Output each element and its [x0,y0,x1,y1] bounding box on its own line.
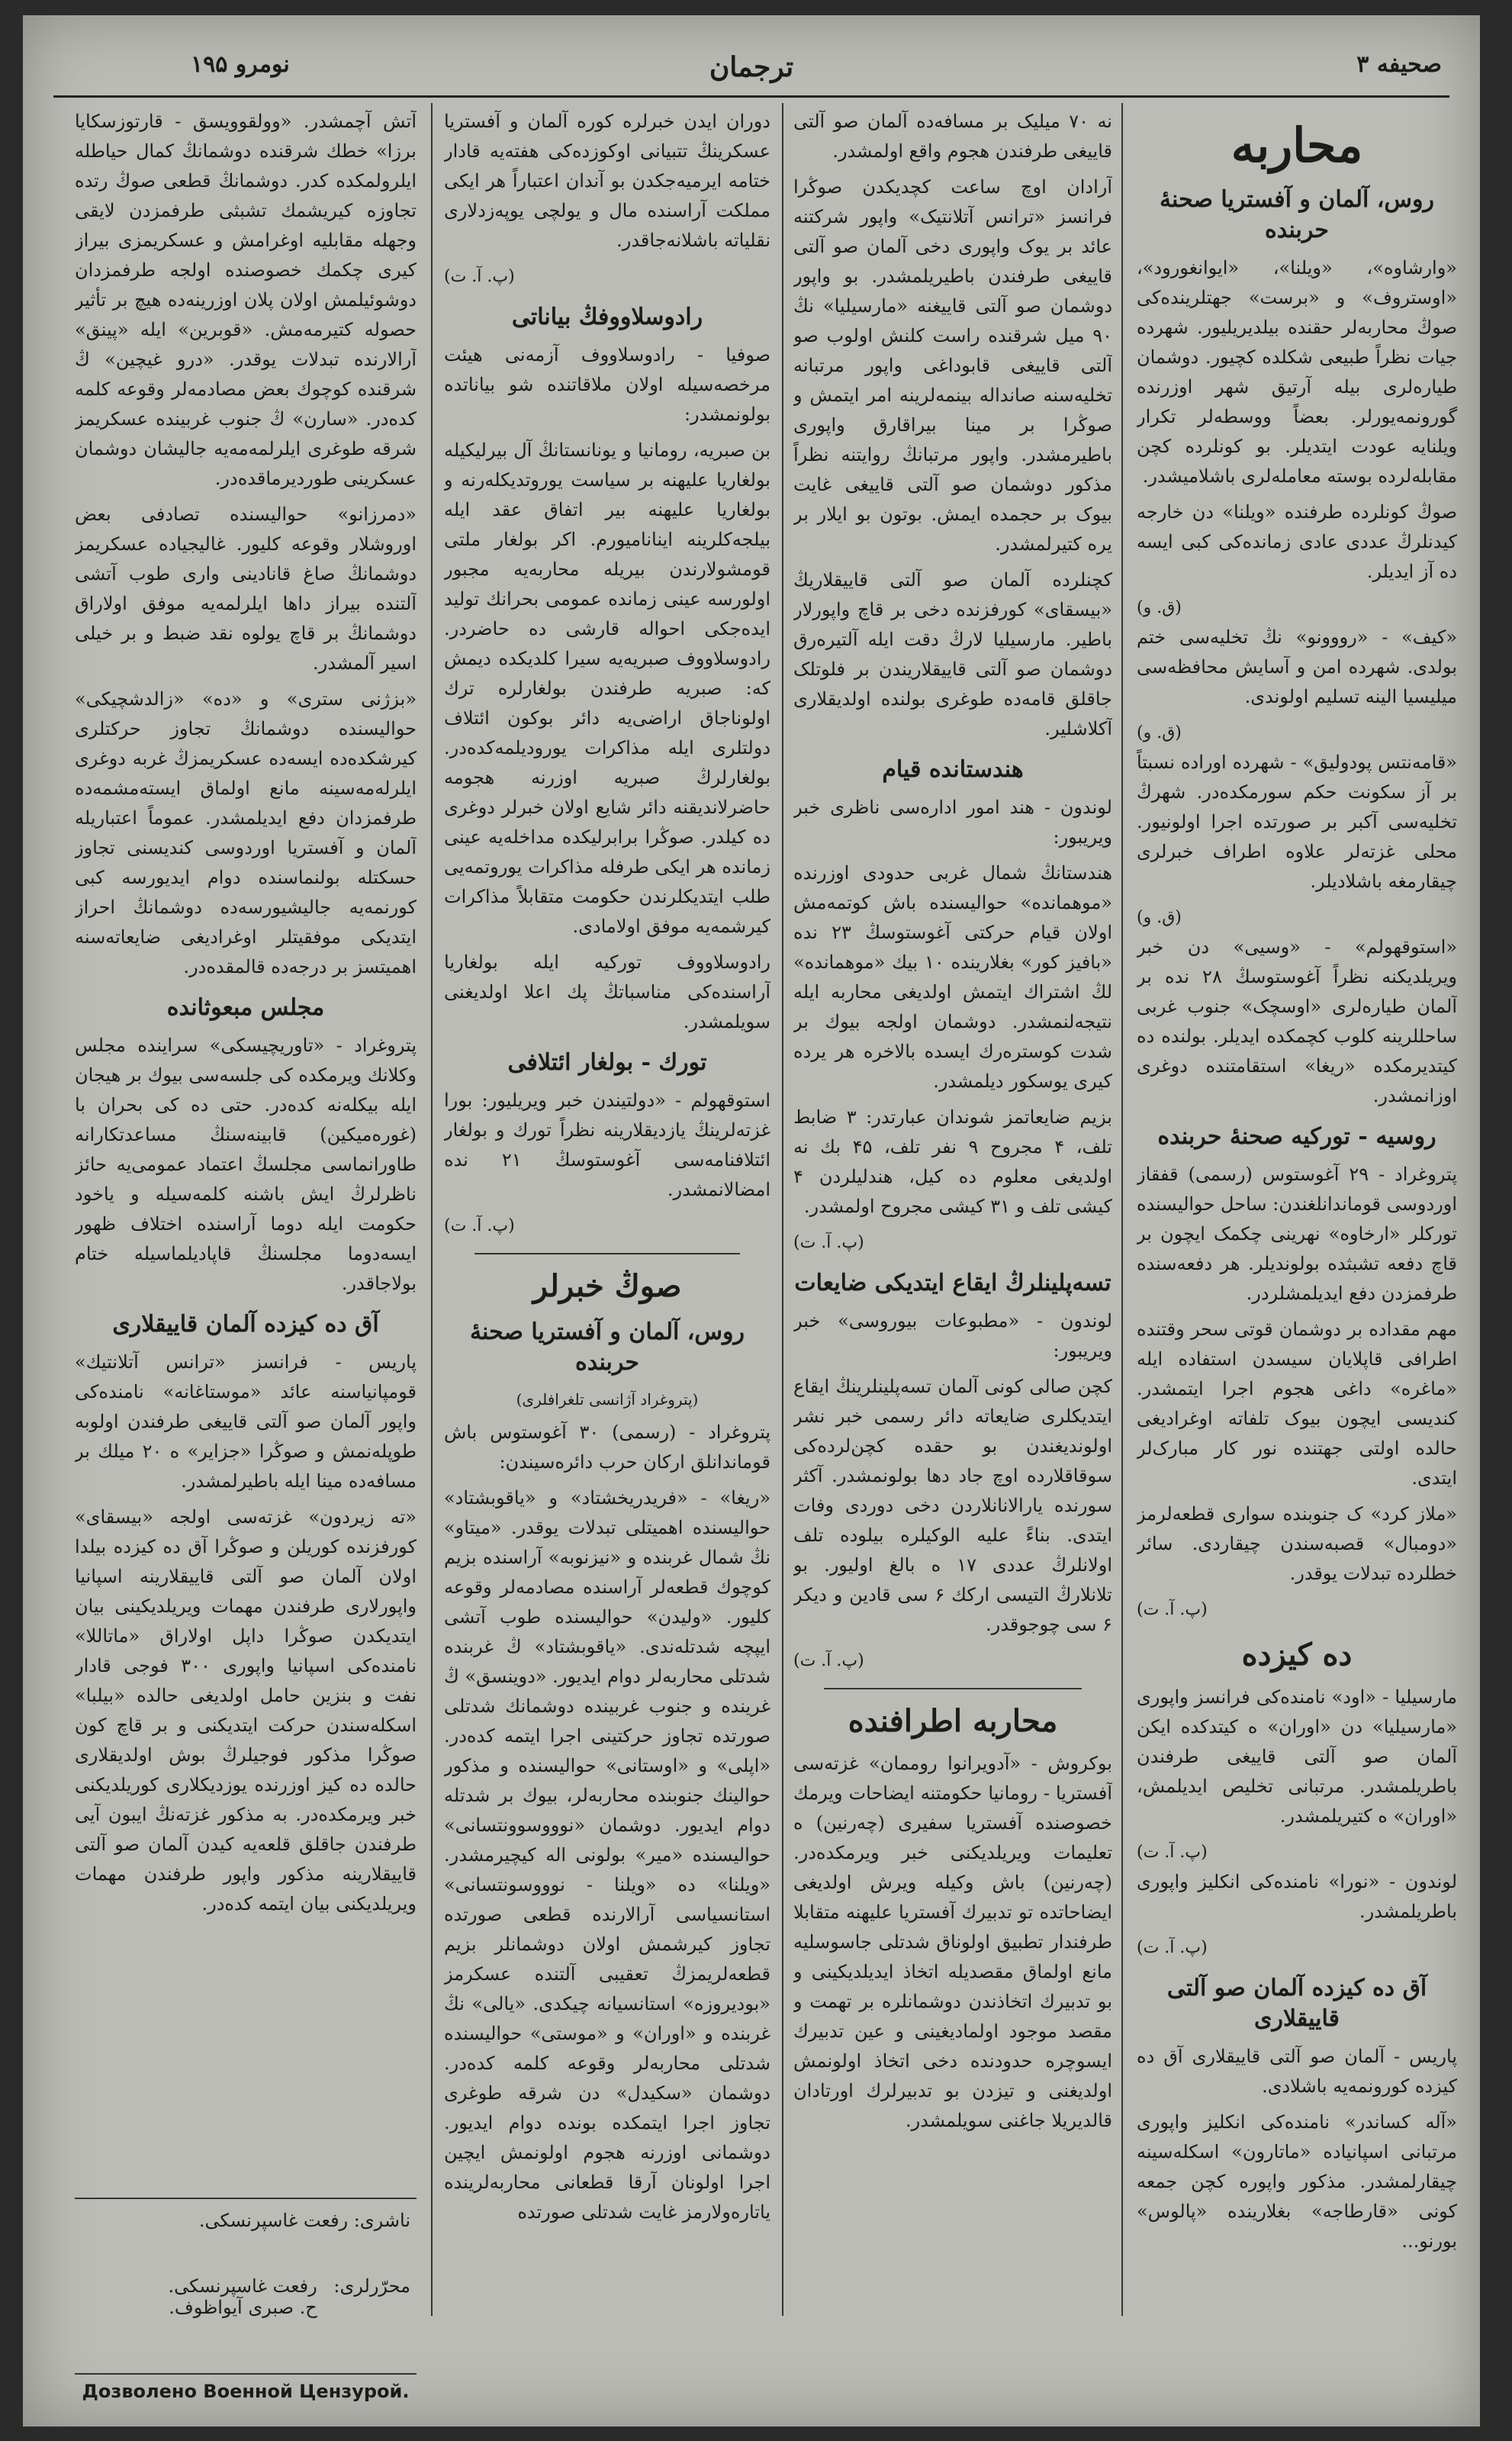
article-subheading: (پتروغراد آژانسی تلغرافلری) [516,1390,699,1409]
source-signature: (ق. و) [1137,723,1182,742]
article-heading: محاربه اطرافنده [848,1703,1058,1739]
page-number: صحیفه ۳ [1356,51,1442,78]
article-paragraph: «دمرزانو» حوالیسنده تصادفی بعض اوروشلار وقوعه کلیور. غالیجیاده عسکریمز دوشمانڭ صاغ قانادینی واری طوب آتشی آلتنده بیراز داها ایلرلمه‌یه موفق اولاراق دوشمانڭ بر قاچ یولوه نقد ضبط و بر خیلی اسیر آلمشدر. [75,504,417,674]
source-signature: (پ. آ. ت) [1137,1843,1208,1862]
article-paragraph: دوران ایدن خبرلره کوره آلمان و آفستریا عسکرینڭ تتبیانی اوکوزده‌کی هفته‌یه قادار ختامه ایرمیه‌جکدن بو آندان اعتباراً هر ایکی مملکت آراسنده مال و یولچی یوپه‌زدلاری نقلیاته باشلانه‌جاقدر. [444,111,770,251]
source-signature: (پ. آ. ت) [1137,1938,1208,1957]
article-paragraph: «ملاز کرد» ک جنوبنده سواری قطعه‌لرمز «دومبال» قصبه‌سندن چیقاردی. سائر خطلرده تبدلات یوقدر. [1137,1503,1457,1584]
article-paragraph: استوقهولم - «دولتیندن خبر ویریلیور: بورا غزته‌لرینڭ یازدیقلارینه نظراً تورك و بولغار ائتلافنامه‌سی آغوستوسڭ ۲۱ نده امضالانمشدر. [444,1090,770,1200]
editors-row [168,2275,410,2318]
article-heading: روسیه - تورکیه صحنهٔ حربنده [1157,1123,1436,1150]
source-signature: (پ. آ. ت) [444,267,515,286]
publisher-name: رفعت غاسپرنسکی. [198,2210,349,2231]
article-paragraph: «کیف» - «رووونو» نڭ تخلیه‌سی ختم بولدی. شهرده امن و آسایش محافظه‌سی میلیسیا الینه تسلیم اولوندی. [1137,626,1457,707]
article-paragraph: هندستانڭ شمال غربی حدودی اوزرنده «موهمانده» حوالیسنده باش کوتمه‌مش اولان قیام حرکتی آغوستوسڭ ۲۳ نده «بافیز کور» بغلارینده ۱۰ بیك «موهمانده» لڭ اشتراك ایتمش اولدیغی محاربه ایله نتیجه‌لنمشدر. دوشمان اولجه بیوك بر شدت کوستره‌رك ایسده بالاخره هر یرده کیری یوسکور دیلمشدر. [793,862,1112,1092]
newspaper-page [23,15,1480,2427]
article-paragraph: «وارشاوه»، «ویلنا»، «ایوانغورود»، «اوستروف» و «برست» جهتلرینده‌کی صوڭ محاربه‌لر حقنده بیلدیریلیور. شهرده جیات نظراً طبیعی شکلده کچیور. دوشمان طیاره‌لری بیله آرتیق شهر اوزرنده گورونمه‌یورلر. بعضاً ووسطه‌لر تکرار ویلنایه عودت ایتدیلر. بو کونلرده کچن مقابله‌لرده بوسته معامله‌لری باشلامیشدر. [1137,257,1457,487]
source-signature: (ق. و) [1137,598,1182,617]
section-divider [475,1253,740,1254]
article-paragraph: «ریغا» - «فریدریخشتاد» و «یاقوبشتاد» حوالیسنده اهمیتلی تبدلات یوقدر. «میتاو» نڭ شمال غربنده و «نیزنوبه» آراسنده بزیم کوچوك قطعه‌لر آراسنده مصادمه‌لر وقوعه کلیور. «ولیدن» حوالیسنده طوب آتشی ایپچه شدتله‌ندی. «یاقوبشتاد» ڭ غربنده شدتلی محاربه‌لر دوام ایدیور. «دوینسق» ڭ غرینده و جنوب غربینده دوشمانك شدتلی صورتده تجاوز حرکتینی اجرا ایتمه کده‌در. «اپلی» و «اوستانی» حوالیسنده و مذکور حوالینك جنوبنده محاربه‌لر، بیوك بر شدتله دوام ایدیور. دوشمان «نوووسوونتسانی» حوالیسنده «میر» بولونی اله کیچیرمشدر. «ویلنا» ده «ویلنا - نوووسونتسانی» استانسیاسی آرالارنده قطعی صورتده تجاوز کیرشمش اولان دوشمانلر بزیم قطعه‌لریمزڭ تعقیبی آلتنده عسکرمز «بودیروزه» استانسیانه چیکدی. «یالی» نڭ غربنده و «اوران» و «موستی» حوالیسنده شدتلی محاربه‌لر وقوعه کلمه کده‌در. دوشمان «سکیدل» دن شرقه طوغری تجاوز اجرا ایتمکده بونده دوام ایدیور. دوشمانی اوزرنه هجوم اولونمش ایچین اجرا اولونان آرقا قطعانی محاربه‌لرینده یاتاره‌ولارمز غایت شدتلی صورتده [444,1487,770,2223]
column-divider [1121,103,1123,2316]
article-heading: روس، آلمان و آفستریا صحنهٔ حربنده [469,1319,745,1376]
source-signature: (پ. آ. ت) [1137,1600,1208,1619]
column-4 [75,107,417,2182]
publisher-label: ناشری: [353,2210,410,2231]
article-paragraph: آرادان اوچ ساعت کچدیکدن صوڭرا فرانسز «ترانس آتلانتیک» واپور شرکتنه عائد بر یوک واپوری دخی آلمان صو آلتی قاییغی طرفندن باطیریلمشدر. بو واپور دوشمان صو آلتی قاییغنه «مارسیلیا» نڭ ۹۰ میل شرقنده راست کلنش اولوب صو آلتی قاییغی قابوداغی واپور مرتبانه تخلیه‌سنه صانداله بینمه‌لرینه امر ایتمش و صوڭرا بر مینا بیراقارق واپوری باطیرمشدر. واپور مرتبانڭ روایتنه نظراً مذکور دوشمان صو آلتی قاییغی غایت بیوک بر حجمده ایمش. بوتون بو ایلار بر یره کتیرلمشدر. [793,176,1112,555]
column-divider [431,103,433,2316]
article-paragraph: «بزژنی ستری» و «ده» «زالدشچیکی» حوالیسنده دوشمانڭ تجاوز حرکتلری کیرشکده‌ده ایسه‌ده عسکریمزڭ غربه دوغری ایلرله‌مه‌سینه مانع اولماق ایسته‌مشمه‌ده طرفمزدان دفع ایدیلمشدر. عموماً اعتباریله آلمان و آفستریا اوردوسی کندیسنی تجاوز حسکتله بولنماسنده دوام ایدیورسه کبی کورنمه‌یه جالیشیورسه‌ده دوشمانڭ احراز ایتدیکی موفقیتلر اوغرادیغی ضایعاته‌سنه اهمیتسز بر درجه‌ده قالمقده‌در. [75,688,417,977]
article-paragraph: بن صبریه، رومانیا و یونانستانڭ آل بیرلیکیله بولغاریا علیهنه بر سیاست یوروتدیکله‌رنه و بولغاریا علیهنه بیر اتفاق عقد ایله بیلجه‌کلرینه اینانامیورم. اکر بولغار ملتی قومشولارندن بیریله محاربه‌یه مجبور اولورسه عینی زمانده عمومی بحرانك تولید ایده‌جکی احواله قارشی ده حاضردر. رادوسلاووف صبریه‌یه سیرا کلدیکده دیمش که: صبریه طرفندن بولغارلره ترك اولوناجاق اراضی‌یه دائر بوکون ائتلاف دولتلری ایله مذاکرات یورودیلمه‌کده‌در. بولغارلرڭ صبریه اوزرنه هجومه حاضرلاندیقنه دائر شایع اولان خبرلر دوغری ده کیلدر. صوڭرا برابرلیکده مداخله‌یه عینی زمانده هر ایکی طرفله مذاکرات یوروتمه‌یی طلب ایتدیکلرندن حکومت متقابلاً مذاکرات کیرشمه‌یه موفق اولامادی. [444,440,770,937]
section-heading-war: محاربه [1231,118,1363,173]
column-divider [782,103,783,2316]
article-paragraph: بزیم ضایعاتمز شوندان عبارتدر: ۳ ضابط تلف، ۴ مجروح ۹ نفر تلف، ۴۵ بك نه اولدیغی معلوم ده کیل، هندلیلردن ۴ کیشی تلف و ۳۱ کیشی مجروح اولمشدر. [793,1106,1112,1217]
article-paragraph: پاریس - آلمان صو آلتی قاییقلاری آق ده کیزده کورونمه‌یه باشلادی. [1137,2046,1457,2097]
article-paragraph: کچن صالی کونی آلمان تسه‌پلینلرینڭ ایقاع ایتدیکلری ضایعاته دائر رسمی خبر نشر اولوندیغندن بو حقده کچن‌لرده‌کی سوقاقلارده اوچ جاد دها بولونمشدر. آکثر سورنده یارالانانلاردن دخی دوردی وفات ایتدی. بناءً علیه الوکیلره بیلوده تلف اولانلرڭ عددی ۱۷ ه بالغ اولیور. بو تلانلارڭ التیسی ارکك ۶ سی قادین و دیکر ۶ سی چوجوقدر. [793,1376,1112,1635]
article-heading: تسه‌پلینلرڭ ایقاع ایتدیکی ضایعات [794,1270,1111,1296]
article-paragraph: نه ۷۰ میلیک بر مسافه‌ده آلمان صو آلتی قاییغی طرفندن هجوم واقع اولمشدر. [793,111,1112,162]
article-paragraph: بوکروش - «آدویرانوا روممان» غزته‌سی آفستریا - رومانیا حکومتنه ایضاحات ویرمك خصوصنده آفستریا سفیری (چه‌رنین) ه تعلیمات ویریلدیکنی خبر ویرمکده‌در. (چه‌رنین) باش وکیله ویرش اولدیغی ایضاحاتده تو تدبیرك آفستریا علیهنه متقابلا طرفندار تطبیق اولوناق شدتلی جاسوسلیه مانع اولماق مقصدیله اتخاذ ایدیلدیکینی و بو تدبیرك اتخاذندن دوشمانلره بر تهمت و مقصد موجود اولمادیغینی و عین تدبیرك ایسوچره حدودنده دخی اتخاذ اولونمش اولدیغنی و تیزدن بو تدبیرلرك اورتادان قالدیریلا جاغنی سویلمشدر. [793,1753,1112,2131]
source-signature: (پ. آ. ت) [444,1216,515,1235]
article-paragraph: لوندون - هند امور اداره‌سی ناظری خبر ویریبور: [793,797,1112,848]
staff-box [75,2198,417,2398]
column-1 [1137,107,1457,2304]
issue-number: نومرو ۱۹۵ [191,51,290,78]
source-signature: (ق. و) [1137,908,1182,927]
column-2 [793,107,1112,2304]
article-heading: رادوسلاووفڭ بیاناتی [511,304,703,330]
article-paragraph: «آله کساندر» نامنده‌کی انکلیز واپوری مرتبانی اسپانیاده «ماتارون» اسکله‌سینه چیقارلمشدر. مذکور واپوره کچن جمعه کونی «قارطاجه» بغلارینده «پالوس» بورنو... [1137,2111,1457,2252]
article-paragraph: پتروغراد - ۲۹ آغوستوس (رسمی) قفقاز اوردوسی قوماندانلغندن: ساحل حوالیسنده تورکلر «ارخاوه» نهرینی چکمک ایچون بر قاچ دفعه تشبثده بولوندیلر. هر دفعه‌سنده طرفمزدن دفع ایدیلمشلردر. [1137,1164,1457,1304]
article-paragraph: لوندون - «نورا» نامنده‌کی انکلیز واپوری باطریلمشدر. [1137,1871,1457,1922]
publisher-row [199,2210,410,2231]
article-paragraph: آتش آچمشدر. «وولقوویسق - قارتوزسکایا برزا» خطك شرقنده دوشمانڭ کمال حیاطله ایلرولمکده کدر. دوشمانڭ قطعی صوڭ رتده تجاوزه کیریشمك تشبثی طرفمزدن لایقی وجهله مقابلیه اوغرامش و عسکریمزی بیراز کیری چکمك خصوصنده اولجه طرفمزدان دوشوئیلمش اولان پلان اوزرینه‌ده هیچ بر تأثیر حصوله کتیرمه‌مش. «قوبرین» ایله «پینق» آرالارنده تبدلات یوقدر. «درو غیچین» ڭ شرقنده کوچوك بعض مصادمه‌لر وقوعه کلمه کده‌در. «سارن» ڭ جنوب غربینده عسکریمز شرقه طوغری ایلرلمه‌مه‌یه جالیشان دوشمان عسکرینی طوردیرماقده‌در. [75,111,417,489]
column-3 [444,107,770,2304]
article-paragraph: پاریس - فرانسز «ترانس آتلانتیك» قومپانیاسنه عائد «موستاغانه» نامنده‌کی واپور آلمان صو آلتی قاییغی طرفندن اولوبه طوپله‌نمش و صوڭرا «جزایر» ه ۲۰ میلك بر مسافه‌ده مینا ایله باطیرلمشدر. [75,1351,417,1492]
article-paragraph: «استوقهولم» - «وسیی» دن خبر ویریلدیکنه نظراً آغوستوسڭ ۲۸ نده بر آلمان طیاره‌لری «اوسچک» جنوب غربی ساحللرینه کلوب کچمکده ایدیلر. بولنده ده کیتدیرمکده «ریغا» استقامتنده دوغری اوزانمشدر. [1137,936,1457,1106]
editor-name: ح. صبری آیواظوف. [169,2297,317,2318]
article-heading: تورك - بولغار ائتلافی [507,1049,707,1076]
article-paragraph: «ته زیردون» غزته‌سی اولجه «بیسقای» کورفزنده کوریلن و صوڭرا آق ده کیزده بیلدا اولان آلمان صو آلتی قاییقلارینه اسپانیا واپورلاری طرفندن مهمات ویریلدیکینی بیان ایتدیکدن صوڭرا داپل اولاراق «ماتاللا» نامنده‌کی اسپانیا واپوری ۳۰۰ فوجی قادار نفت و بنزین حامل اولدیغی حالده «بیلبا» اسکله‌سندن حرکت ایتدیکنی و بر قاچ کون صوڭرا مذکور فوجیلرڭ بوش اولدیقلاری حالده ده کیز اوزرنده یوزدیکلاری کوریلدیکنی خبر ویرمکده‌در. به مذکور غزته‌نڭ ایبون آیی طرفندن جاقلق قلعه‌یه کیدن آلمان صو آلتی قاییقلارینه مذکور واپور طرفندن مهمات ویریلدیکنی بیان ایتمه کده‌در. [75,1506,417,1914]
article-paragraph: پتروغراد - (رسمی) ۳۰ آغوستوس باش قوماندانلق ارکان حرب دائره‌سیندن: [444,1422,770,1473]
article-paragraph: کچنلرده آلمان صو آلتی قاییقلاریڭ «بیسقای» کورفزنده دخی بر قاچ واپورلار باطیر. مارسیلیا لارڭ دقت ایله آلتیره‌رق دوشمان صو آلتی قاییقلاریندن بر فلوتلک جاقلق قامه‌ده طوغری بولنده اولدیقلاری آکلاشلیر. [793,569,1112,739]
section-heading-latest-news: صوڭ خبرلر [532,1268,682,1304]
article-paragraph: صوڭ کونلرده طرفنده «ویلنا» دن خارجه کیدنلرڭ عددی عادی زمانده‌کی کبی ایسه ده آز ایدیلر. [1137,501,1457,582]
article-heading: مجلس مبعوثانده [166,994,325,1021]
article-paragraph: «قامه‌نتس پودولیق» - شهرده اوراده نسبتاً بر آز سکونت حکم سورمکده‌در. شهرڭ تخلیه‌سی آکبر بر صورتده اجرا اولونیور. محلی غزته‌لر علاوه اطراف خبرلری چیقارمغه باشلادیلر. [1137,752,1457,892]
article-paragraph: لوندون - «مطبوعات بیوروسی» خبر ویریبور: [793,1310,1112,1361]
article-heading: هندستانده قیام [882,756,1024,783]
source-signature: (پ. آ. ت) [793,1233,864,1252]
masthead [53,42,1449,98]
article-paragraph: رادوسلاووف تورکیه ایله بولغاریا آراسنده‌کی مناسباتڭ پك اعلا اولدیغنی سویلمشدر. [444,952,770,1032]
article-paragraph: مارسیلیا - «اود» نامنده‌کی فرانسز واپوری «مارسیلیا» دن «اوران» ه کیتدکده ایکن آلمان صو آلتی قاییغی طرفندن باطریلمشدر. مرتبانی تخلیص ایدیلمش، «اوران» ه کتیریلمشدر. [1137,1686,1457,1827]
editor-name: رفعت غاسپرنسکی. [168,2275,317,2297]
article-heading: آق ده کیزده آلمان صو آلتی قاییقلاری [1166,1975,1427,2032]
article-paragraph: صوفیا - رادوسلاووف آزمه‌نی هیئت مرخصه‌سیله اولان ملاقاتنده شو بیاناتده بولونمشدر: [444,344,770,425]
editors-label: محرّرلری: [333,2275,410,2297]
article-paragraph: مهم مقداده بر دوشمان قوتی سحر وقتنده اطرافی قاپلایان سیسدن استفاده ایله «ماغره» داغی هجوم اجرا ایتمشدر. کندیسی ایچون بیوک تلفاته اوغرادیغی حالده اولتی جهتنده نور کار مبارک‌لر ایتدی. [1137,1319,1457,1489]
article-heading: آق ده کیزده آلمان قاییقلاری [112,1311,379,1338]
source-signature: (پ. آ. ت) [793,1651,864,1670]
censorship-note: Дозволено Военной Цензурой. [75,2373,417,2402]
article-paragraph: پتروغراد - «تاوریچیسکی» سراینده مجلس وکلانك ویرمکده کی جلسه‌سی بیوك بر هیجان ایله بیکله‌نه کده‌در. حتی ده کی بحران با (غوره‌میکین) قابینه‌سنڭ مساعدتکارانه طاورانماسی مجلسڭ اعتماد عمومی‌یه حائز ناظرلرڭ ایش باشنه کلمه‌سیله و یاخود حکومت ایله دوما آراسنده اختلاف ظهور ایسه‌دوما مجلسنڭ قاپادیلماسیله ختام بولاجاقدر. [75,1035,417,1294]
article-heading: روس، آلمان و آفستریا صحنهٔ حربنده [1159,186,1435,243]
section-divider [824,1688,1082,1689]
article-heading: ده کیزده [1241,1637,1353,1673]
newspaper-title: ترجمان [709,51,794,83]
